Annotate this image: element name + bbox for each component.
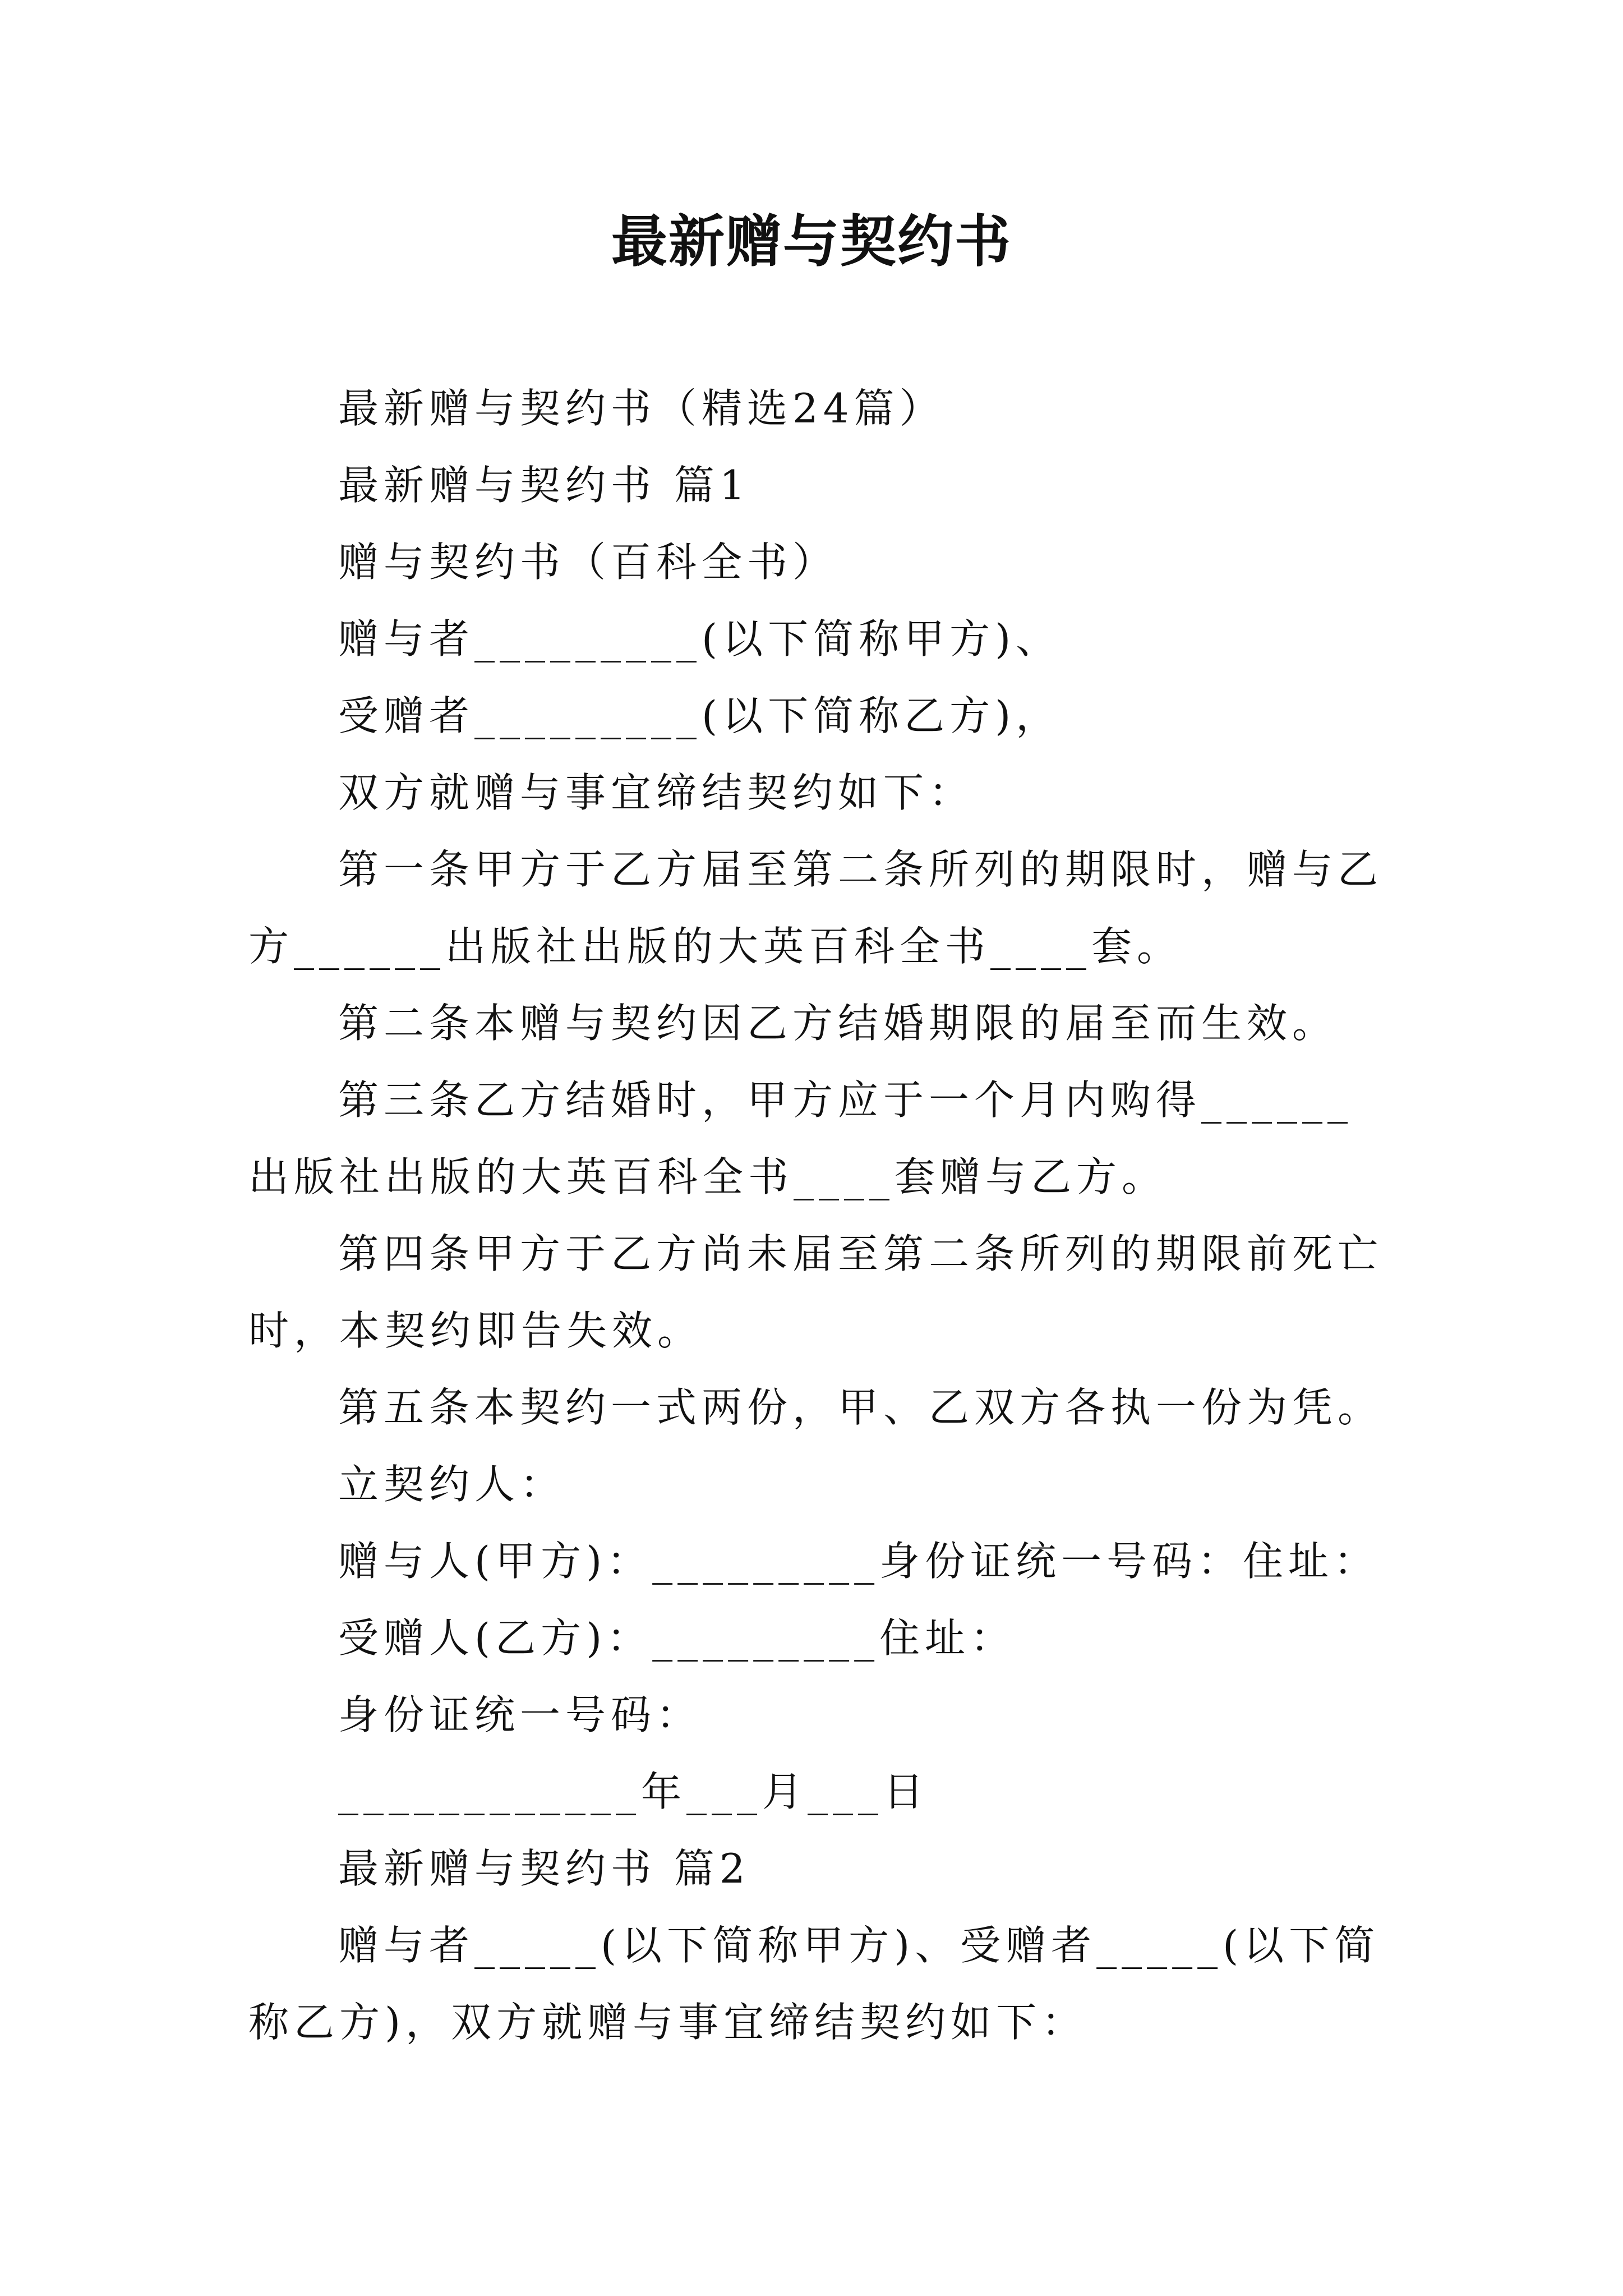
paragraph: 身份证统一号码： bbox=[338, 1691, 702, 1738]
paragraph: 赠与者_____(以下简称甲方)、受赠者_____(以下简称乙方)，双方就赠与事宜缔结契约如下： bbox=[248, 1922, 1380, 2046]
paragraph: 第三条乙方结婚时，甲方应于一个月内购得______出版社出版的大英百科全书____套赠与乙方。 bbox=[248, 1076, 1353, 1200]
paragraph: 赠与人(甲方)：_________身份证统一号码：住址： bbox=[338, 1538, 1380, 1585]
paragraph: 第五条本契约一式两份，甲、乙双方各执一份为凭。 bbox=[338, 1384, 1384, 1431]
paragraph: 赠与契约书（百科全书） bbox=[338, 539, 838, 586]
paragraph: 立契约人： bbox=[338, 1461, 566, 1508]
document-title: 最新赠与契约书 bbox=[611, 208, 1012, 274]
paragraph: ____________年___月___日 bbox=[338, 1768, 929, 1815]
paragraph: 受赠人(乙方)：_________住址： bbox=[338, 1614, 1016, 1662]
paragraph: 受赠者_________(以下简称乙方)， bbox=[338, 692, 1062, 739]
document-body bbox=[248, 370, 1387, 2061]
paragraph: 双方就赠与事宜缔结契约如下： bbox=[338, 769, 975, 816]
paragraph: 第四条甲方于乙方尚未届至第二条所列的期限前死亡时，本契约即告失效。 bbox=[248, 1230, 1384, 1354]
paragraph: 最新赠与契约书 篇1 bbox=[338, 462, 750, 509]
paragraph: 赠与者_________(以下简称甲方)、 bbox=[338, 615, 1062, 662]
paragraph: 第二条本赠与契约因乙方结婚期限的届至而生效。 bbox=[338, 1000, 1338, 1047]
paragraph: 第一条甲方于乙方届至第二条所列的期限时，赠与乙方______出版社出版的大英百科全书____套。 bbox=[248, 846, 1384, 970]
paragraph: 最新赠与契约书 篇2 bbox=[338, 1845, 750, 1892]
paragraph: 最新赠与契约书（精选24篇） bbox=[338, 385, 945, 432]
